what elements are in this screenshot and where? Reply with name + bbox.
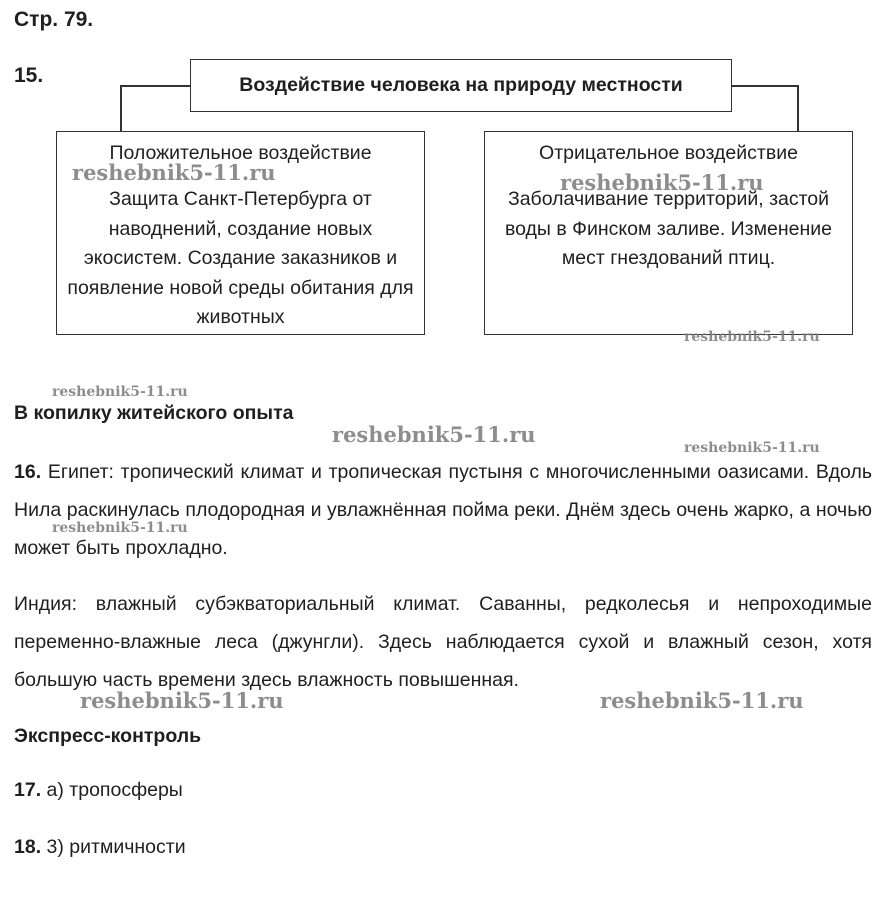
task-17-answer: а) тропосферы	[46, 779, 183, 801]
task-16-egypt	[14, 453, 872, 567]
task-16-number: 16.	[14, 461, 42, 483]
watermark: reshebnik5-11.ru	[72, 160, 276, 185]
negative-impact-body: Заболачивание территорий, застой воды в Финском заливе. Изменение мест гнездований птиц.	[504, 188, 832, 269]
task-18-number: 18.	[14, 836, 42, 858]
diagram-title: Воздействие человека на природу местности	[239, 74, 683, 96]
diagram-title-box	[190, 59, 732, 112]
connector-left-v	[120, 85, 122, 131]
task-17	[14, 779, 183, 802]
task-18-answer: 3) ритмичности	[46, 836, 186, 858]
page-label: Стр. 79.	[14, 8, 94, 31]
watermark: reshebnik5-11.ru	[684, 329, 820, 345]
task-17-number: 17.	[14, 779, 42, 801]
watermark: reshebnik5-11.ru	[600, 688, 804, 713]
negative-impact-heading: Отрицательное воздействие	[539, 142, 798, 164]
task-16-egypt-text: Египет: тропический климат и тропическая пустыня с многочисленными оазисами. Вдоль Нила раскинулась плодородная и увлажнённая пойма реки. Днём здесь очень жарко, а ночью может быть прохладно.	[14, 461, 872, 559]
section-express-heading: Экспресс-контроль	[14, 725, 202, 747]
watermark: reshebnik5-11.ru	[52, 520, 188, 536]
watermark: reshebnik5-11.ru	[80, 688, 284, 713]
watermark: reshebnik5-11.ru	[684, 440, 820, 456]
watermark: reshebnik5-11.ru	[560, 170, 764, 195]
task-18	[14, 836, 186, 859]
negative-impact-box	[484, 131, 853, 335]
positive-impact-heading: Положительное воздействие	[109, 142, 372, 164]
connector-right-v	[797, 85, 799, 131]
positive-impact-body: Защита Санкт-Петербурга от наводнений, создание новых экосистем. Создание заказников и появление новой среды обитания для животных	[67, 188, 414, 328]
connector-right-h	[732, 85, 798, 87]
watermark: reshebnik5-11.ru	[52, 384, 188, 400]
watermark: reshebnik5-11.ru	[332, 422, 536, 447]
task-16-india: Индия: влажный субэкваториальный климат. Саванны, редколесья и непроходимые переменно-влажные леса (джунгли). Здесь наблюдается сухой и влажный сезон, хотя большую часть времени здесь влажность повышенная.	[14, 593, 872, 691]
section-experience-heading: В копилку житейского опыта	[14, 402, 294, 424]
task-15-number: 15.	[14, 64, 44, 87]
connector-left-h	[120, 85, 190, 87]
